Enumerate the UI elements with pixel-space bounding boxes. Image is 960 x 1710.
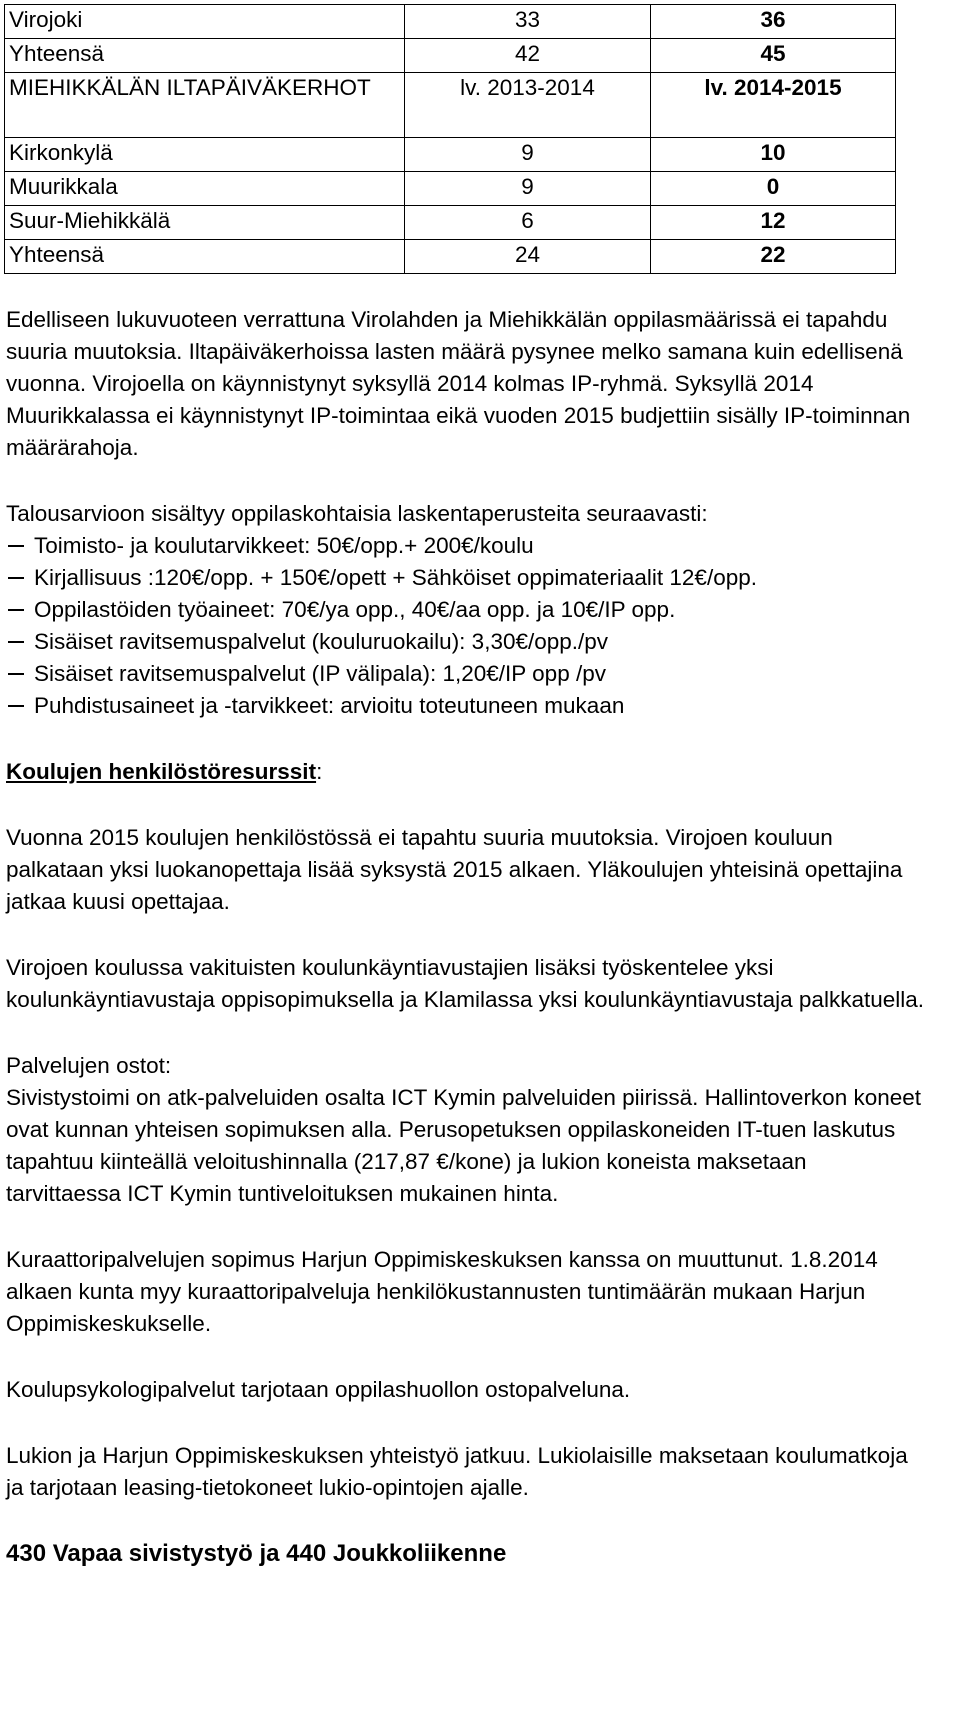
- list-item: Kirjallisuus :120€/opp. + 150€/opett + Sähköiset oppimateriaalit 12€/opp.: [6, 562, 960, 594]
- table-row: [5, 172, 896, 206]
- value-2014-2015: 45: [651, 39, 896, 73]
- value-2014-2015: 12: [651, 206, 896, 240]
- value-2013-2014: 6: [405, 206, 651, 240]
- table-row: [5, 5, 896, 39]
- list-item: Sisäiset ravitsemuspalvelut (IP välipala): 1,20€/IP opp /pv: [6, 658, 960, 690]
- value-2014-2015: 10: [651, 138, 896, 172]
- row-label: Virojoki: [5, 5, 405, 39]
- value-2013-2014: 33: [405, 5, 651, 39]
- value-2013-2014: 9: [405, 172, 651, 206]
- paragraph-pupil-counts: Edelliseen lukuvuoteen verrattuna Virolahden ja Miehikkälän oppilasmäärissä ei tapahdu suuria muutoksia. Iltapäiväkerhoissa lasten määrä pysynee melko samana kuin edellisenä vuonna. Virojoella on käynnistynyt syksyllä 2014 kolmas IP-ryhmä. Syksyllä 2014 Muurikkalassa ei käynnistynyt IP-toimintaa eikä vuoden 2015 budjettiin sisälly IP-toiminnan määrärahoja.: [6, 307, 911, 460]
- row-label: Muurikkala: [5, 172, 405, 206]
- value-2013-2014: 42: [405, 39, 651, 73]
- column-header-2013-2014: lv. 2013-2014: [405, 73, 651, 138]
- dash-bullet-icon: [8, 609, 24, 611]
- value-2014-2015: 36: [651, 5, 896, 39]
- staff-heading: Koulujen henkilöstöresurssit:: [6, 759, 323, 784]
- list-item: Oppilastöiden työaineet: 70€/ya opp., 40€/aa opp. ja 10€/IP opp.: [6, 594, 960, 626]
- row-label: Kirkonkylä: [5, 138, 405, 172]
- paragraph-psychologist: Koulupsykologipalvelut tarjotaan oppilashuollon ostopalveluna.: [6, 1377, 631, 1402]
- row-label: Yhteensä: [5, 39, 405, 73]
- budget-list: [4, 530, 960, 722]
- dash-bullet-icon: [8, 545, 24, 547]
- value-2014-2015: 0: [651, 172, 896, 206]
- table-row: [5, 240, 896, 274]
- list-item: Puhdistusaineet ja -tarvikkeet: arvioitu toteutuneen mukaan: [6, 690, 960, 722]
- dash-bullet-icon: [8, 673, 24, 675]
- paragraph-assistants: Virojoen koulussa vakituisten koulunkäyntiavustajien lisäksi työskentelee yksi koulunkäyntiavustaja oppisopimuksella ja Klamilassa yksi koulunkäyntiavustaja palkkatuella.: [6, 955, 924, 1012]
- paragraph-curator: Kuraattoripalvelujen sopimus Harjun Oppimiskeskuksen kanssa on muuttunut. 1.8.2014 alkaen kunta myy kuraattoripalveluja henkilökustannusten tuntimäärän mukaan Harjun Oppimiskeskukselle.: [6, 1247, 878, 1336]
- row-label: Yhteensä: [5, 240, 405, 274]
- row-label: Suur-Miehikkälä: [5, 206, 405, 240]
- services-heading: Palvelujen ostot:: [6, 1053, 172, 1078]
- table-row: [5, 138, 896, 172]
- value-2013-2014: 24: [405, 240, 651, 274]
- dash-bullet-icon: [8, 705, 24, 707]
- value-2014-2015: 22: [651, 240, 896, 274]
- value-2013-2014: 9: [405, 138, 651, 172]
- budget-intro: Talousarvioon sisältyy oppilaskohtaisia laskentaperusteita seuraavasti:: [6, 501, 708, 526]
- paragraph-upper-secondary: Lukion ja Harjun Oppimiskeskuksen yhteistyö jatkuu. Lukiolaisille maksetaan koulumatkoja ja tarjotaan leasing-tietokoneet lukio-opintojen ajalle.: [6, 1443, 908, 1500]
- section-title: 430 Vapaa sivistystyö ja 440 Joukkoliikenne: [6, 1540, 507, 1567]
- section-label: MIEHIKKÄLÄN ILTAPÄIVÄKERHOT: [5, 73, 405, 138]
- table-row: [5, 206, 896, 240]
- dash-bullet-icon: [8, 577, 24, 579]
- list-item: Toimisto- ja koulutarvikkeet: 50€/opp.+ 200€/koulu: [6, 530, 960, 562]
- pupil-count-table: [4, 4, 896, 274]
- paragraph-ict-services: Sivistystoimi on atk-palveluiden osalta ICT Kymin palveluiden piirissä. Hallintoverkon koneet ovat kunnan yhteisen sopimuksen alla. Perusopetuksen oppilaskoneiden IT-tuen laskutus tapahtuu kiinteällä veloitushinnalla (217,87 €/kone) ja lukion koneista maksetaan tarvittaessa ICT Kymin tuntiveloituksen mukainen hinta.: [6, 1085, 922, 1206]
- table-row: [5, 39, 896, 73]
- dash-bullet-icon: [8, 641, 24, 643]
- list-item: Sisäiset ravitsemuspalvelut (kouluruokailu): 3,30€/opp./pv: [6, 626, 960, 658]
- column-header-2014-2015: lv. 2014-2015: [651, 73, 896, 138]
- table-header-row: [5, 73, 896, 138]
- paragraph-staff-changes: Vuonna 2015 koulujen henkilöstössä ei tapahtu suuria muutoksia. Virojoen kouluun palkataan yksi luokanopettaja lisää syksystä 2015 alkaen. Yläkoulujen yhteisinä opettajina jatkaa kuusi opettajaa.: [6, 825, 903, 914]
